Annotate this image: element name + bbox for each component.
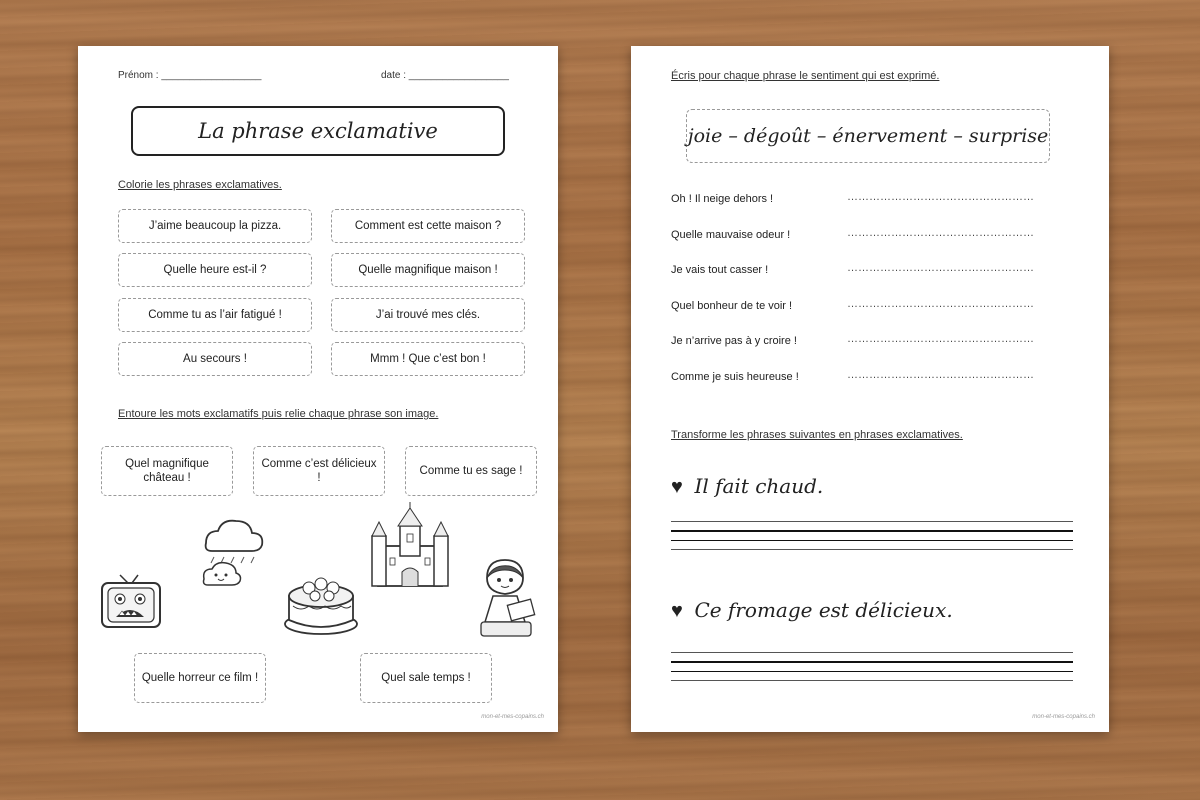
phrase-box: Comme tu as l’air fatigué ! <box>118 298 312 332</box>
date-field: date : __________________ <box>381 70 509 81</box>
cake-icon <box>281 566 361 638</box>
transform-sentence: Il fait chaud. <box>694 474 824 498</box>
feeling-row <box>671 229 1071 241</box>
answer-blank: …………………………………………… <box>847 191 1034 203</box>
heart-icon: ♥ <box>671 600 683 622</box>
phrase-box: Comment est cette maison ? <box>331 209 525 243</box>
transform-sentence: Ce fromage est délicieux. <box>694 598 953 622</box>
feeling-row <box>671 300 1071 312</box>
phrase-box: Mmm ! Que c’est bon ! <box>331 342 525 376</box>
writing-lines <box>671 652 1073 689</box>
feeling-sentence: Je n’arrive pas à y croire ! <box>671 335 797 347</box>
feeling-row <box>671 371 1071 383</box>
phrase-box: Quelle heure est-il ? <box>118 253 312 287</box>
rain-cloud-icon <box>196 513 266 588</box>
phrase-box: J’ai trouvé mes clés. <box>331 298 525 332</box>
transform-item <box>671 474 823 499</box>
sentence-box: Comme c’est délicieux ! <box>253 446 385 496</box>
right-worksheet <box>631 46 1109 732</box>
answer-blank: …………………………………………… <box>847 369 1034 381</box>
answer-blank: …………………………………………… <box>847 227 1034 239</box>
feeling-sentence: Oh ! Il neige dehors ! <box>671 193 774 205</box>
instruction-transform: Transforme les phrases suivantes en phrases exclamatives. <box>671 429 963 441</box>
feeling-row <box>671 193 1071 205</box>
feeling-row <box>671 264 1071 276</box>
feeling-sentence: Quelle mauvaise odeur ! <box>671 229 791 241</box>
sentence-box: Quelle horreur ce film ! <box>134 653 266 703</box>
word-bank: joie – dégoût – énervement – surprise <box>686 109 1050 163</box>
sentence-box: Quel magnifique château ! <box>101 446 233 496</box>
answer-blank: …………………………………………… <box>847 333 1034 345</box>
footer-credit: mon-et-mes-copains.ch <box>1032 714 1095 720</box>
left-worksheet <box>78 46 558 732</box>
instruction-link: Entoure les mots exclamatifs puis relie chaque phrase son image. <box>118 408 439 420</box>
sentence-box: Quel sale temps ! <box>360 653 492 703</box>
feeling-sentence: Comme je suis heureuse ! <box>671 371 799 383</box>
heart-icon: ♥ <box>671 476 683 498</box>
scared-tv-icon <box>98 571 168 631</box>
phrase-box: Au secours ! <box>118 342 312 376</box>
worksheet-title: La phrase exclamative <box>131 106 505 156</box>
instruction-feelings: Écris pour chaque phrase le sentiment qui est exprimé. <box>671 70 940 82</box>
castle-icon <box>370 506 450 590</box>
phrase-box: Quelle magnifique maison ! <box>331 253 525 287</box>
writing-lines <box>671 521 1073 558</box>
reading-child-icon <box>473 556 539 642</box>
phrase-box: J’aime beaucoup la pizza. <box>118 209 312 243</box>
feeling-sentence: Quel bonheur de te voir ! <box>671 300 793 312</box>
transform-item <box>671 598 953 623</box>
sentence-box: Comme tu es sage ! <box>405 446 537 496</box>
feeling-row <box>671 335 1071 347</box>
answer-blank: …………………………………………… <box>847 262 1034 274</box>
feeling-sentence: Je vais tout casser ! <box>671 264 769 276</box>
instruction-color: Colorie les phrases exclamatives. <box>118 179 282 191</box>
answer-blank: …………………………………………… <box>847 298 1034 310</box>
prenom-field: Prénom : __________________ <box>118 70 262 81</box>
footer-credit: mon-et-mes-copains.ch <box>481 714 544 720</box>
